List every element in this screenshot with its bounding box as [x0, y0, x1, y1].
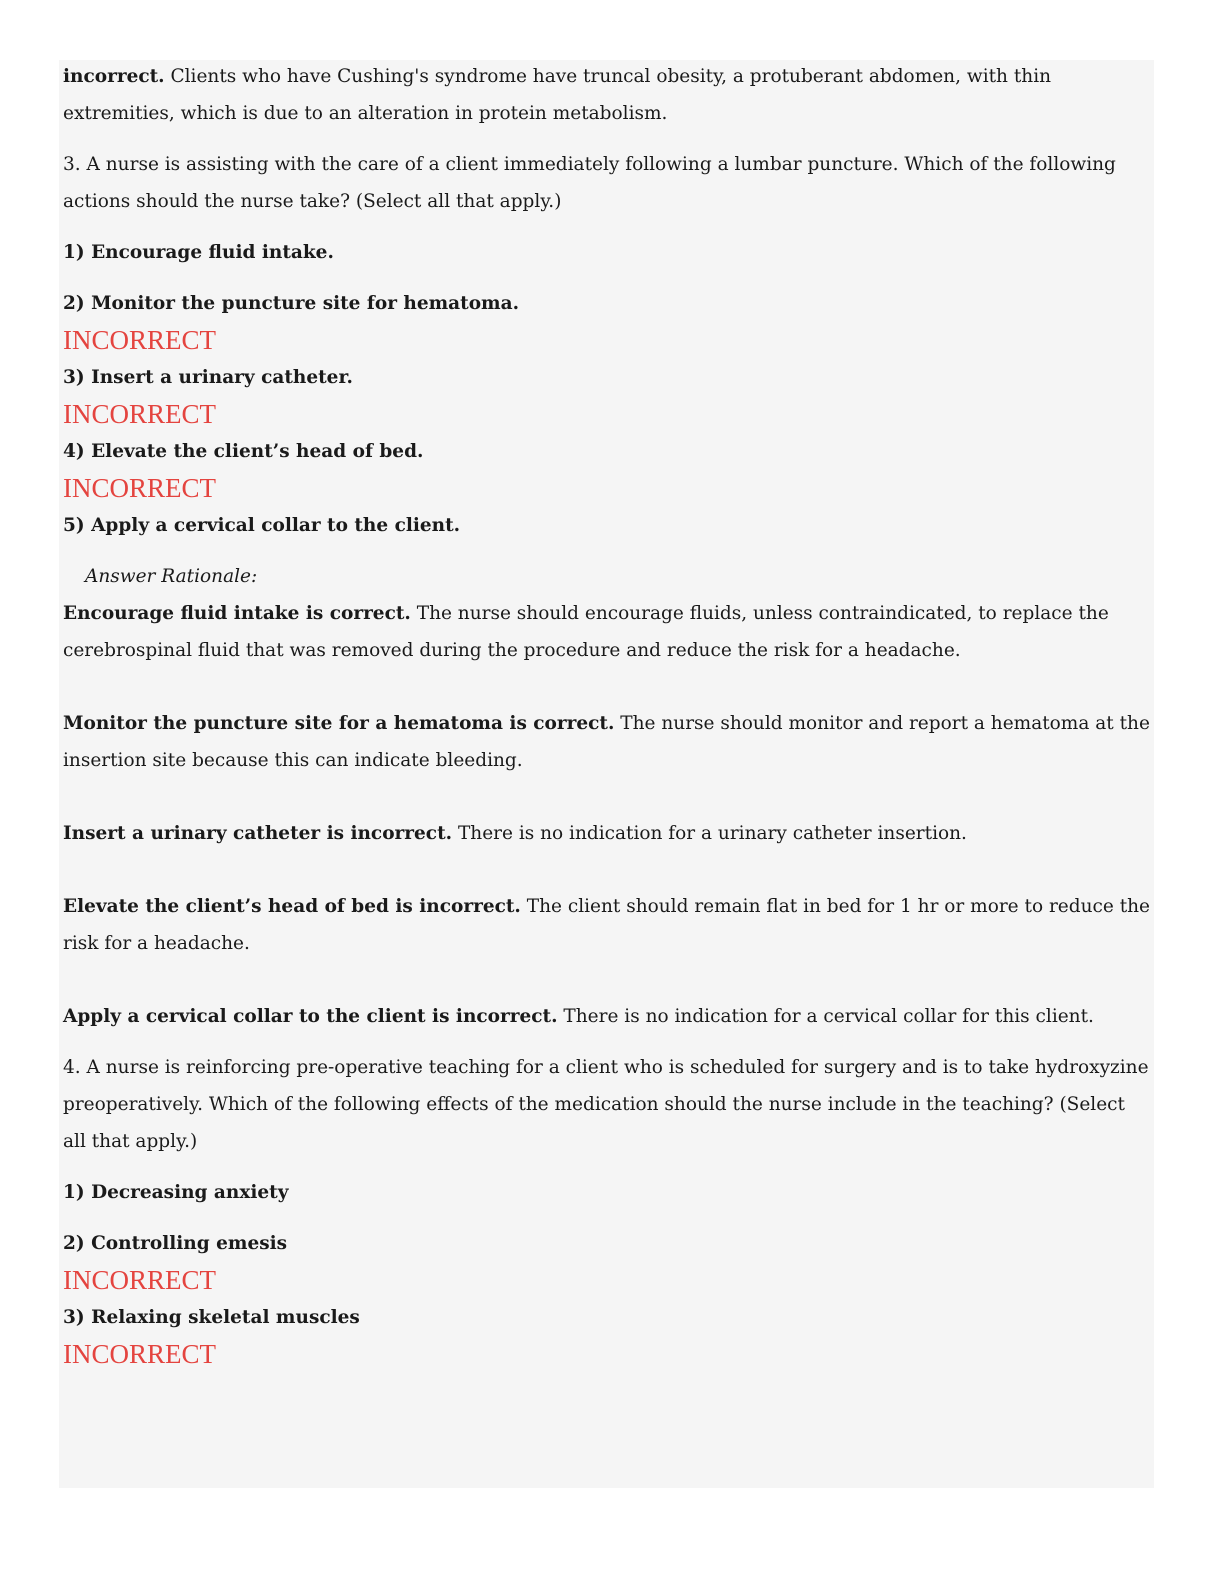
rationale-4 — [63, 888, 1151, 962]
incorrect-label: INCORRECT — [63, 1339, 217, 1369]
rationale-verdict: Apply a cervical collar to the client is incorrect. — [63, 1006, 558, 1027]
document-body — [63, 58, 1151, 1373]
q4-option-2: 2) Controlling emesis — [63, 1233, 288, 1254]
rationale-2 — [63, 705, 1151, 779]
rationale-5 — [63, 998, 1151, 1035]
q3-option-4: 4) Elevate the client’s head of bed. — [63, 441, 424, 462]
rationale-verdict: Insert a urinary catheter is incorrect. — [63, 823, 453, 844]
q4-option-3: 3) Relaxing skeletal muscles — [63, 1307, 360, 1328]
question-3-stem: 3. A nurse is assisting with the care of a client immediately following a lumbar puncture. Which of the following actions should the nurse take? (Select all that apply.) — [63, 154, 1116, 212]
q4-option-1: 1) Decreasing anxiety — [63, 1182, 289, 1203]
question-4-stem: 4. A nurse is reinforcing pre-operative teaching for a client who is scheduled for surgery and is to take hydroxyzine preoperatively. Which of the following effects of the medication should the nurse include in the teaching? (Select all that apply.) — [63, 1057, 1149, 1152]
incorrect-label: INCORRECT — [63, 399, 217, 429]
rationale-verdict: Encourage fluid intake is correct. — [63, 603, 411, 624]
rationale-verdict: Monitor the puncture site for a hematoma is correct. — [63, 713, 615, 734]
incorrect-label: INCORRECT — [63, 325, 217, 355]
answer-rationale-heading: Answer Rationale: — [85, 566, 258, 587]
rationale-verdict: Elevate the client’s head of bed is incorrect. — [63, 896, 521, 917]
incorrect-label: INCORRECT — [63, 1265, 217, 1295]
q3-option-2: 2) Monitor the puncture site for hematoma. — [63, 293, 520, 314]
rationale-text: The nurse should monitor and report a hematoma at the insertion site because this can indicate bleeding. — [63, 713, 1150, 771]
q3-option-3: 3) Insert a urinary catheter. — [63, 367, 353, 388]
incorrect-label: INCORRECT — [63, 473, 217, 503]
rationale-3 — [63, 815, 1151, 852]
rationale-text: There is no indication for a cervical collar for this client. — [557, 1006, 1094, 1027]
rationale-text: There is no indication for a urinary catheter insertion. — [452, 823, 967, 844]
rationale-text: The client should remain flat in bed for 1 hr or more to reduce the risk for a headache. — [63, 896, 1151, 954]
previous-rationale — [63, 58, 1151, 132]
rationale-text: The nurse should encourage fluids, unless contraindicated, to replace the cerebrospinal fluid that was removed during the procedure and reduce the risk for a headache. — [63, 603, 1109, 661]
rationale-text: Clients who have Cushing's syndrome have truncal obesity, a protuberant abdomen, with thin extremities, which is due to an alteration in protein metabolism. — [63, 66, 1052, 124]
q3-option-1: 1) Encourage fluid intake. — [63, 242, 334, 263]
rationale-1 — [63, 595, 1151, 669]
q3-option-5: 5) Apply a cervical collar to the client. — [63, 515, 461, 536]
rationale-verdict: incorrect. — [63, 66, 165, 87]
